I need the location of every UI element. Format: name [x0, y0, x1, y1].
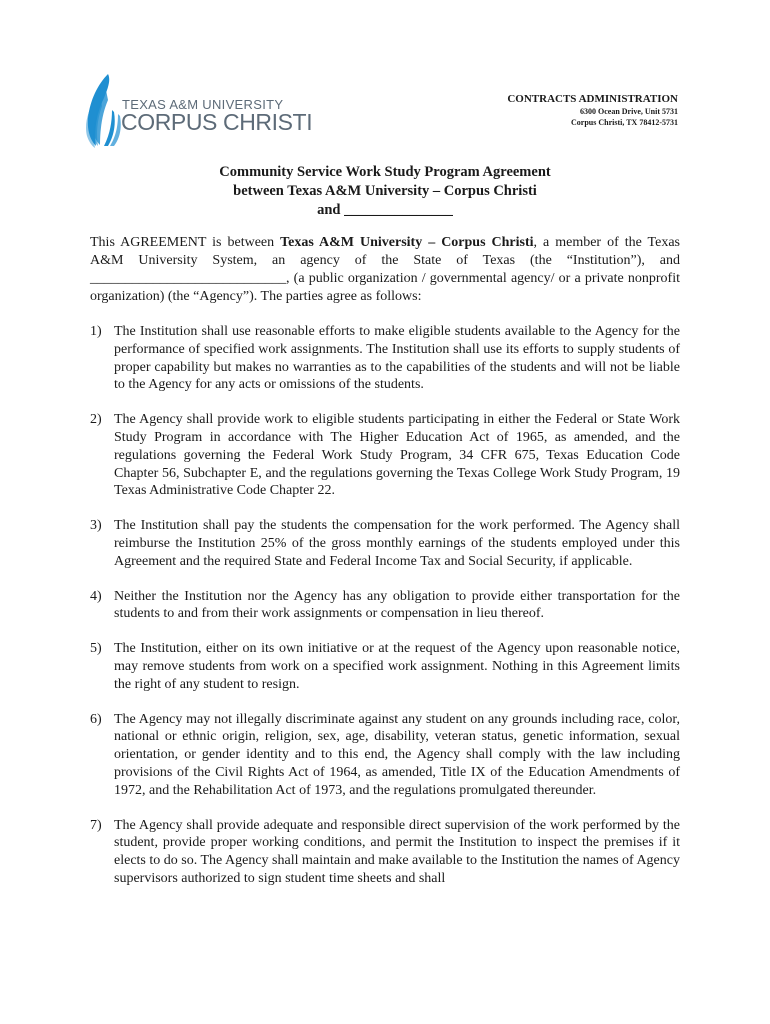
address-line-1: 6300 Ocean Drive, Unit 5731 [580, 107, 678, 116]
clause-text: The Agency may not illegally discriminate against any student on any grounds including race, color, national or ethnic origin, religion, sex, age, disability, veteran status, genetic information, sexual orientation, or gender identity and to this end, the Agency shall comply with the law including provisions of the Civil Rights Act of 1964, as amended, Title IX of the Education Amendments of 1972, and the Rehabilitation Act of 1973, and the regulations promulgated thereunder. [114, 711, 680, 798]
clause-text: Neither the Institution nor the Agency has any obligation to provide either transportation for the students to and from their work assignments or compensation in lieu thereof. [114, 588, 680, 622]
clause-3 [90, 517, 680, 570]
clause-number: 7) [90, 817, 102, 833]
document-title [90, 163, 680, 220]
clause-text: The Institution shall pay the students the compensation for the work performed. The Agency shall reimburse the Institution 25% of the gross monthly earnings of the students employed under this Agreement and the required State and Federal Income Tax and Social Security, if applicable. [114, 518, 680, 569]
intro-text-start: This AGREEMENT is between [90, 235, 281, 250]
clause-1 [90, 323, 680, 394]
logo-line-2: CORPUS CHRISTI [121, 109, 313, 135]
clause-4 [90, 588, 680, 624]
clause-7 [90, 817, 680, 888]
clause-number: 3) [90, 518, 102, 534]
clause-number: 4) [90, 588, 102, 604]
clause-number: 1) [90, 324, 102, 339]
address-line-2: Corpus Christi, TX 78412-5731 [571, 118, 678, 127]
clause-5 [90, 640, 680, 693]
intro-paragraph [90, 234, 680, 306]
title-line-1: Community Service Work Study Program Agreement [219, 164, 551, 180]
title-line-2: between Texas A&M University – Corpus Christi [233, 183, 537, 199]
clause-6 [90, 711, 680, 800]
title-line-3: and _______________ [317, 202, 453, 218]
agreement-clauses [90, 323, 680, 905]
intro-text-end: , a member of the Texas A&M University System, an agency of the State of Texas (the “Institution”), and ____________________________, (a public organization / governmental agency/ or a private nonprofit organization) (the “Agency”). The parties agree as follows: [90, 235, 680, 304]
intro-institution-name: Texas A&M University – Corpus Christi [280, 235, 534, 250]
clause-number: 2) [90, 412, 102, 428]
clause-text: The Agency shall provide adequate and responsible direct supervision of the work performed by the student, provide proper working conditions, and permit the Institution to inspect the premises if it elects to do so. The Agency shall maintain and make available to the Institution the names of Agency supervisors authorized to sign student time sheets and shall [114, 817, 680, 886]
clause-text: The Agency shall provide work to eligible students participating in either the Federal or State Work Study Program in accordance with The Higher Education Act of 1965, as amended, and the regulations governing the Federal Work Study Program, 34 CFR 675, Texas Education Code Chapter 56, Subchapter E, and the regulations governing the Texas College Work Study Program, 19 Texas Administrative Code Chapter 22. [114, 412, 680, 499]
clause-text: The Institution, either on its own initiative or at the request of the Agency upon reasonable notice, may remove students from work on a specified work assignment. Nothing in this Agreement limits the right of any student to resign. [114, 641, 680, 692]
office-name: CONTRACTS ADMINISTRATION [507, 93, 678, 105]
clause-number: 6) [90, 711, 102, 727]
clause-number: 5) [90, 641, 102, 657]
office-address-block [507, 93, 678, 128]
logo-line-1: TEXAS A&M UNIVERSITY [122, 97, 284, 112]
clause-2 [90, 411, 680, 500]
clause-text: The Institution shall use reasonable efforts to make eligible students available to the Agency for the performance of specified work assignments. The Institution shall use its efforts to supply students of proper capability but makes no warranties as to the capabilities of the students and will not be liable to the Agency for any acts or omissions of the students. [114, 324, 680, 393]
